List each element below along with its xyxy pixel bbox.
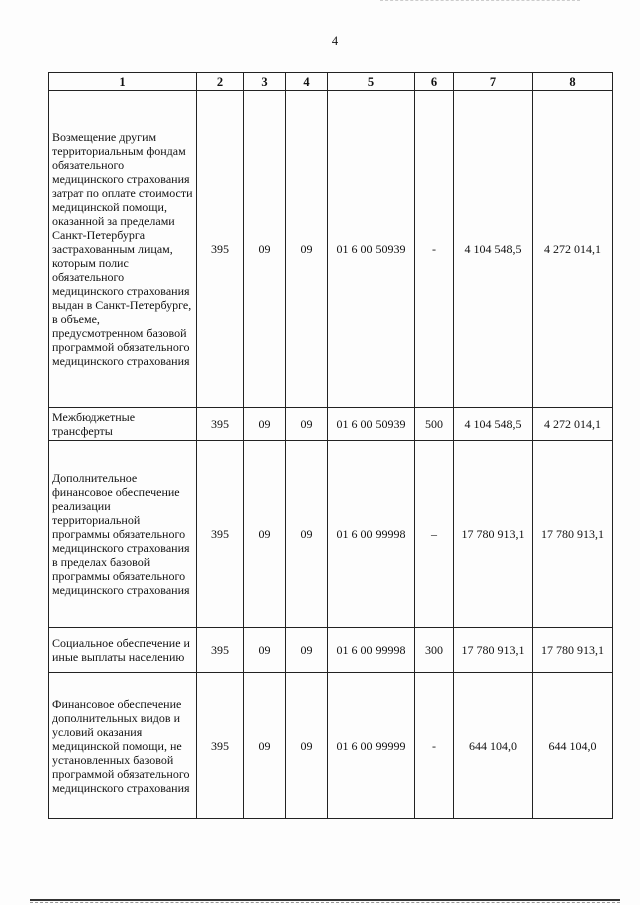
cell-amount-1: 4 104 548,5: [454, 408, 533, 441]
cell-podrazdel: 09: [286, 441, 328, 628]
table-header-row: [49, 73, 613, 91]
top-edge-line: [380, 0, 580, 1]
column-header: 3: [244, 73, 286, 91]
cell-amount-2: 644 104,0: [533, 673, 613, 819]
cell-target-article: 01 6 00 50939: [328, 91, 415, 408]
column-header: 7: [454, 73, 533, 91]
cell-razdel: 09: [244, 673, 286, 819]
row-name: Финансовое обеспечение дополнительных видов и условий оказания медицинской помощи, не установленных базовой программой обязательного медицинского страхования: [49, 673, 197, 819]
cell-glava: 395: [197, 673, 244, 819]
cell-target-article: 01 6 00 99999: [328, 673, 415, 819]
table-row: [49, 673, 613, 819]
cell-amount-2: 17 780 913,1: [533, 441, 613, 628]
column-header: 5: [328, 73, 415, 91]
row-name: Социальное обеспечение и иные выплаты населению: [49, 628, 197, 673]
cell-razdel: 09: [244, 408, 286, 441]
table-row: [49, 441, 613, 628]
cell-amount-1: 644 104,0: [454, 673, 533, 819]
cell-podrazdel: 09: [286, 408, 328, 441]
cell-expense-type: –: [415, 441, 454, 628]
row-name: Возмещение другим территориальным фондам обязательного медицинского страхования затрат по оплате стоимости медицинской помощи, оказанной за пределами Санкт-Петербурга застрахованным лицам, которым полис обязательного медицинского страхования выдан в Санкт-Петербурге, в объеме, предусмотренном базовой программой обязательного медицинского страхования: [49, 91, 197, 408]
cell-amount-1: 17 780 913,1: [454, 628, 533, 673]
cell-razdel: 09: [244, 628, 286, 673]
cell-expense-type: 300: [415, 628, 454, 673]
cell-razdel: 09: [244, 441, 286, 628]
cell-amount-2: 4 272 014,1: [533, 91, 613, 408]
table-row: [49, 91, 613, 408]
column-header: 4: [286, 73, 328, 91]
cell-razdel: 09: [244, 91, 286, 408]
cell-glava: 395: [197, 91, 244, 408]
cell-expense-type: 500: [415, 408, 454, 441]
cell-podrazdel: 09: [286, 673, 328, 819]
table-row: [49, 628, 613, 673]
row-name: Межбюджетные трансферты: [49, 408, 197, 441]
column-header: 6: [415, 73, 454, 91]
cell-glava: 395: [197, 628, 244, 673]
cell-amount-2: 17 780 913,1: [533, 628, 613, 673]
budget-table: [48, 72, 613, 819]
page-number: 4: [331, 34, 339, 48]
cell-glava: 395: [197, 441, 244, 628]
column-header: 8: [533, 73, 613, 91]
cell-podrazdel: 09: [286, 91, 328, 408]
cell-target-article: 01 6 00 99998: [328, 441, 415, 628]
cell-target-article: 01 6 00 50939: [328, 408, 415, 441]
cell-amount-1: 4 104 548,5: [454, 91, 533, 408]
cell-expense-type: -: [415, 673, 454, 819]
cell-podrazdel: 09: [286, 628, 328, 673]
cell-amount-2: 4 272 014,1: [533, 408, 613, 441]
column-header: 1: [49, 73, 197, 91]
cell-glava: 395: [197, 408, 244, 441]
bottom-edge-line: [30, 899, 620, 901]
cell-target-article: 01 6 00 99998: [328, 628, 415, 673]
cell-amount-1: 17 780 913,1: [454, 441, 533, 628]
table-row: [49, 408, 613, 441]
cell-expense-type: -: [415, 91, 454, 408]
row-name: Дополнительное финансовое обеспечение реализации территориальной программы обязательного медицинского страхования в пределах базовой программы обязательного медицинского страхования: [49, 441, 197, 628]
column-header: 2: [197, 73, 244, 91]
bottom-edge-line: [30, 902, 620, 903]
